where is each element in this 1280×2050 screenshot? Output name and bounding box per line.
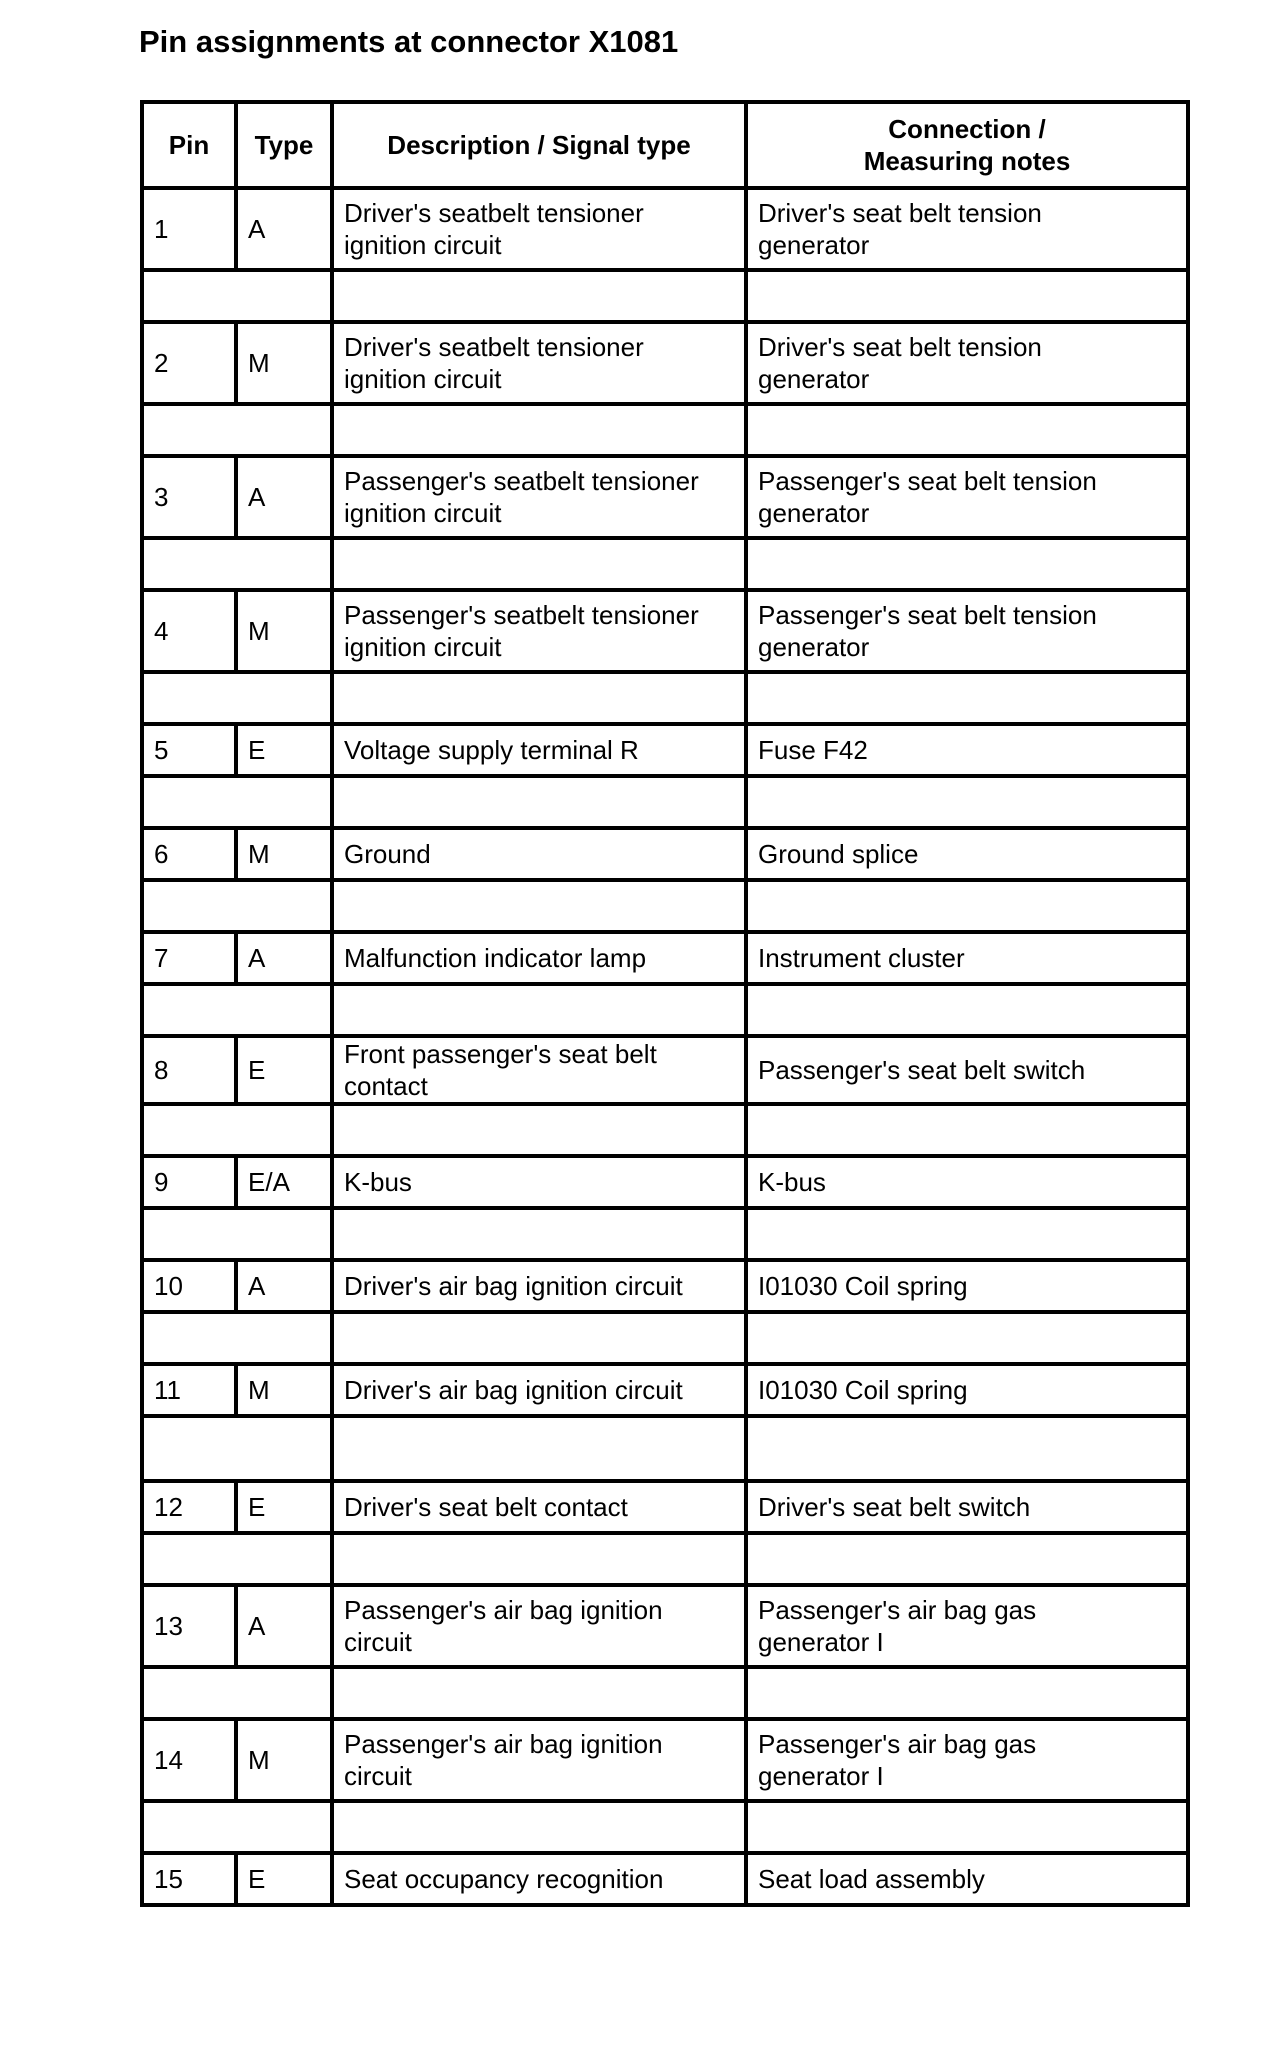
description-cell-line1: Passenger's air bag ignition xyxy=(344,1729,663,1759)
spacer-cell xyxy=(142,1416,332,1481)
connection-cell xyxy=(746,1585,1188,1667)
connection-cell-line2: generator xyxy=(758,632,870,662)
spacer-cell xyxy=(142,1801,332,1853)
description-cell xyxy=(332,724,746,776)
description-cell xyxy=(332,1853,746,1905)
spacer-cell xyxy=(746,1667,1188,1719)
description-cell xyxy=(332,1585,746,1667)
connection-cell-line1: Passenger's seat belt tension xyxy=(758,466,1097,496)
connection-cell xyxy=(746,1156,1188,1208)
table-row xyxy=(142,456,1188,538)
header-connection-line1: Connection / xyxy=(888,114,1046,144)
spacer-cell xyxy=(142,404,332,456)
type-cell: M xyxy=(236,1719,332,1801)
header-type: Type xyxy=(236,102,332,188)
spacer-cell xyxy=(332,404,746,456)
connection-cell-line1: I01030 Coil spring xyxy=(758,1271,968,1301)
spacer-cell xyxy=(746,1208,1188,1260)
type-cell: A xyxy=(236,456,332,538)
pin-cell: 13 xyxy=(142,1585,236,1667)
spacer-row xyxy=(142,1208,1188,1260)
spacer-cell xyxy=(332,1208,746,1260)
spacer-row xyxy=(142,1104,1188,1156)
connection-cell-line1: Passenger's seat belt switch xyxy=(758,1055,1086,1085)
pin-cell: 14 xyxy=(142,1719,236,1801)
pin-cell: 4 xyxy=(142,590,236,672)
spacer-cell xyxy=(142,1533,332,1585)
connection-cell xyxy=(746,456,1188,538)
spacer-cell xyxy=(746,270,1188,322)
type-cell: M xyxy=(236,828,332,880)
connection-cell-line1: Driver's seat belt tension xyxy=(758,198,1042,228)
table-row xyxy=(142,1719,1188,1801)
connection-cell-line1: Passenger's air bag gas xyxy=(758,1595,1037,1625)
spacer-cell xyxy=(332,984,746,1036)
description-cell-line2: circuit xyxy=(344,1627,412,1657)
description-cell xyxy=(332,322,746,404)
spacer-cell xyxy=(746,984,1188,1036)
connection-cell xyxy=(746,1481,1188,1533)
spacer-row xyxy=(142,1533,1188,1585)
type-cell: A xyxy=(236,932,332,984)
table-row xyxy=(142,590,1188,672)
description-cell-line1: Passenger's seatbelt tensioner xyxy=(344,600,699,630)
connection-cell xyxy=(746,590,1188,672)
pin-cell: 5 xyxy=(142,724,236,776)
table-row xyxy=(142,932,1188,984)
spacer-row xyxy=(142,1312,1188,1364)
pin-cell: 10 xyxy=(142,1260,236,1312)
type-cell: M xyxy=(236,1364,332,1416)
description-cell-line1: Front passenger's seat belt xyxy=(344,1039,657,1069)
description-cell xyxy=(332,1156,746,1208)
connection-cell-line1: Passenger's air bag gas xyxy=(758,1729,1037,1759)
spacer-cell xyxy=(142,984,332,1036)
description-cell xyxy=(332,932,746,984)
connection-cell-line1: K-bus xyxy=(758,1167,826,1197)
spacer-cell xyxy=(746,1416,1188,1481)
table-row xyxy=(142,724,1188,776)
spacer-cell xyxy=(142,672,332,724)
connection-cell-line1: Instrument cluster xyxy=(758,943,965,973)
type-cell: E xyxy=(236,1481,332,1533)
description-cell xyxy=(332,1481,746,1533)
connection-cell-line1: Seat load assembly xyxy=(758,1864,985,1894)
connection-cell xyxy=(746,1036,1188,1104)
pin-cell: 8 xyxy=(142,1036,236,1104)
description-cell-line1: Ground xyxy=(344,839,431,869)
connection-cell xyxy=(746,932,1188,984)
table-row xyxy=(142,1036,1188,1104)
connection-cell xyxy=(746,828,1188,880)
spacer-cell xyxy=(332,776,746,828)
spacer-cell xyxy=(332,672,746,724)
table-row xyxy=(142,1481,1188,1533)
connection-cell xyxy=(746,188,1188,270)
table-row xyxy=(142,1585,1188,1667)
connection-cell xyxy=(746,322,1188,404)
spacer-cell xyxy=(142,776,332,828)
spacer-cell xyxy=(332,538,746,590)
spacer-cell xyxy=(746,672,1188,724)
description-cell xyxy=(332,1036,746,1104)
spacer-cell xyxy=(332,270,746,322)
connection-cell xyxy=(746,1260,1188,1312)
table-row xyxy=(142,1156,1188,1208)
type-cell: A xyxy=(236,188,332,270)
pin-cell: 6 xyxy=(142,828,236,880)
spacer-row xyxy=(142,404,1188,456)
type-cell: E/A xyxy=(236,1156,332,1208)
connection-cell xyxy=(746,1364,1188,1416)
spacer-cell xyxy=(142,1208,332,1260)
type-cell: M xyxy=(236,590,332,672)
pin-cell: 7 xyxy=(142,932,236,984)
pin-cell: 11 xyxy=(142,1364,236,1416)
spacer-cell xyxy=(332,880,746,932)
description-cell-line2: contact xyxy=(344,1071,428,1101)
header-connection xyxy=(746,102,1188,188)
connection-cell xyxy=(746,1853,1188,1905)
type-cell: A xyxy=(236,1260,332,1312)
pin-assignment-table xyxy=(140,100,1190,1907)
table-row xyxy=(142,322,1188,404)
table-row xyxy=(142,828,1188,880)
spacer-cell xyxy=(746,538,1188,590)
type-cell: E xyxy=(236,1036,332,1104)
description-cell xyxy=(332,590,746,672)
description-cell-line1: K-bus xyxy=(344,1167,412,1197)
description-cell xyxy=(332,828,746,880)
connection-cell-line2: generator I xyxy=(758,1761,884,1791)
type-cell: A xyxy=(236,1585,332,1667)
spacer-row xyxy=(142,776,1188,828)
header-description: Description / Signal type xyxy=(332,102,746,188)
connection-cell xyxy=(746,724,1188,776)
spacer-cell xyxy=(332,1801,746,1853)
spacer-row xyxy=(142,538,1188,590)
pin-cell: 15 xyxy=(142,1853,236,1905)
spacer-cell xyxy=(332,1416,746,1481)
spacer-row xyxy=(142,270,1188,322)
spacer-row xyxy=(142,984,1188,1036)
spacer-cell xyxy=(746,1104,1188,1156)
description-cell-line2: circuit xyxy=(344,1761,412,1791)
header-pin: Pin xyxy=(142,102,236,188)
pin-cell: 9 xyxy=(142,1156,236,1208)
connection-cell-line1: Driver's seat belt tension xyxy=(758,332,1042,362)
spacer-cell xyxy=(142,270,332,322)
connection-cell-line2: generator I xyxy=(758,1627,884,1657)
table-row xyxy=(142,1260,1188,1312)
description-cell-line1: Driver's air bag ignition circuit xyxy=(344,1271,683,1301)
table-row xyxy=(142,1364,1188,1416)
description-cell-line2: ignition circuit xyxy=(344,364,502,394)
description-cell-line2: ignition circuit xyxy=(344,498,502,528)
description-cell-line1: Driver's air bag ignition circuit xyxy=(344,1375,683,1405)
description-cell-line2: ignition circuit xyxy=(344,230,502,260)
type-cell: E xyxy=(236,724,332,776)
spacer-cell xyxy=(746,404,1188,456)
spacer-cell xyxy=(332,1667,746,1719)
spacer-row xyxy=(142,1667,1188,1719)
pin-cell: 2 xyxy=(142,322,236,404)
header-connection-line2: Measuring notes xyxy=(863,146,1071,176)
spacer-cell xyxy=(332,1104,746,1156)
spacer-cell xyxy=(746,880,1188,932)
spacer-cell xyxy=(746,776,1188,828)
description-cell xyxy=(332,188,746,270)
description-cell xyxy=(332,1260,746,1312)
connection-cell xyxy=(746,1719,1188,1801)
page-title: Pin assignments at connector X1081 xyxy=(139,24,679,59)
spacer-row xyxy=(142,1416,1188,1481)
spacer-row xyxy=(142,672,1188,724)
spacer-cell xyxy=(142,880,332,932)
connection-cell-line1: I01030 Coil spring xyxy=(758,1375,968,1405)
connection-cell-line1: Passenger's seat belt tension xyxy=(758,600,1097,630)
description-cell-line1: Malfunction indicator lamp xyxy=(344,943,647,973)
spacer-cell xyxy=(142,1104,332,1156)
description-cell-line1: Voltage supply terminal R xyxy=(344,735,639,765)
spacer-cell xyxy=(142,538,332,590)
description-cell-line1: Passenger's air bag ignition xyxy=(344,1595,663,1625)
table-row xyxy=(142,188,1188,270)
description-cell-line1: Driver's seatbelt tensioner xyxy=(344,332,644,362)
spacer-row xyxy=(142,1801,1188,1853)
description-cell xyxy=(332,1719,746,1801)
spacer-cell xyxy=(746,1801,1188,1853)
spacer-row xyxy=(142,880,1188,932)
table-header-row xyxy=(142,102,1188,188)
spacer-cell xyxy=(332,1312,746,1364)
type-cell: M xyxy=(236,322,332,404)
spacer-cell xyxy=(746,1312,1188,1364)
spacer-cell xyxy=(142,1312,332,1364)
description-cell-line1: Seat occupancy recognition xyxy=(344,1864,664,1894)
spacer-cell xyxy=(332,1533,746,1585)
pin-cell: 1 xyxy=(142,188,236,270)
table-row xyxy=(142,1853,1188,1905)
pin-cell: 12 xyxy=(142,1481,236,1533)
connection-cell-line2: generator xyxy=(758,498,870,528)
connection-cell-line1: Driver's seat belt switch xyxy=(758,1492,1031,1522)
pin-cell: 3 xyxy=(142,456,236,538)
description-cell-line2: ignition circuit xyxy=(344,632,502,662)
type-cell: E xyxy=(236,1853,332,1905)
description-cell-line1: Passenger's seatbelt tensioner xyxy=(344,466,699,496)
description-cell xyxy=(332,456,746,538)
connection-cell-line1: Fuse F42 xyxy=(758,735,868,765)
description-cell-line1: Driver's seatbelt tensioner xyxy=(344,198,644,228)
connection-cell-line1: Ground splice xyxy=(758,839,919,869)
spacer-cell xyxy=(142,1667,332,1719)
connection-cell-line2: generator xyxy=(758,230,870,260)
description-cell-line1: Driver's seat belt contact xyxy=(344,1492,628,1522)
connection-cell-line2: generator xyxy=(758,364,870,394)
description-cell xyxy=(332,1364,746,1416)
spacer-cell xyxy=(746,1533,1188,1585)
